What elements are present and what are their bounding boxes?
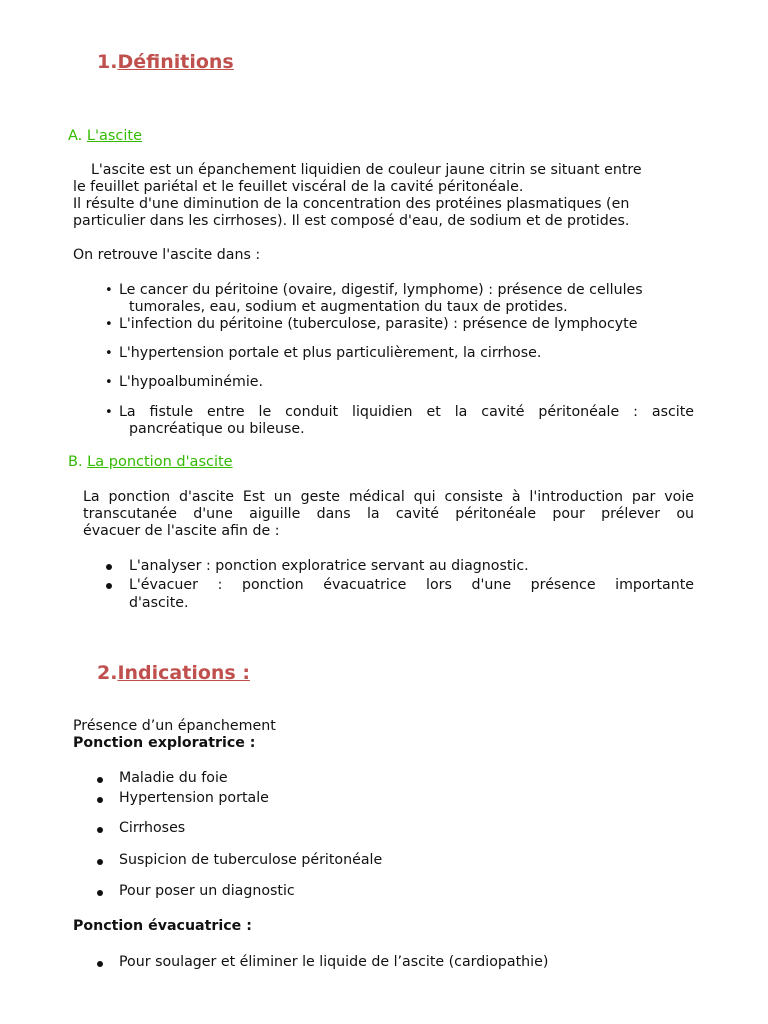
list-item: Pour poser un diagnostic [119,883,295,899]
bullet-icon: • [105,375,113,390]
section-1-heading [97,51,234,73]
list-item: Pour soulager et éliminer le liquide de l’ascite (cardiopathie) [119,954,549,970]
bullet-icon: • [105,346,113,361]
list-item: Hypertension portale [119,790,269,806]
list-item: Suspicion de tuberculose péritonéale [119,852,383,868]
paragraph-a-line-3: Il résulte d'une diminution de la concentration des protéines plasmatiques (en [73,196,630,212]
bullet-icon [97,961,103,967]
list-item: Maladie du foie [119,770,228,786]
bullet-icon [97,797,103,803]
bullet-icon: • [105,317,113,332]
bullet-icon [106,583,112,589]
list-item: L'infection du péritoine (tuberculose, parasite) : présence de lymphocyte [119,316,638,332]
bullet-icon [97,890,103,896]
list-item-continuation: d'ascite. [129,595,189,611]
ascite-intro: On retrouve l'ascite dans : [73,247,261,263]
section-2-title: Indications : [117,662,250,684]
paragraph-b-line-1: La ponction d'ascite Est un geste médical qui consiste à l'introduction par voie [83,489,694,505]
paragraph-b-line-3: évacuer de l'ascite afin de : [83,523,280,539]
paragraph-a-line-2: le feuillet pariétal et le feuillet viscéral de la cavité péritonéale. [73,179,524,195]
presence-text: Présence d’un épanchement [73,718,276,734]
list-item: La fistule entre le conduit liquidien et la cavité péritonéale : ascite [119,404,694,420]
bullet-icon [97,827,103,833]
list-item: Cirrhoses [119,820,186,836]
paragraph-b-line-2: transcutanée d'une aiguille dans la cavité péritonéale pour prélever ou [83,506,694,522]
subsection-a-heading [68,128,142,144]
list-item-continuation: pancréatique ou bileuse. [129,421,305,437]
subsection-a-letter: A. [68,128,83,144]
list-item: Le cancer du péritoine (ovaire, digestif, lymphome) : présence de cellules [119,282,643,298]
explo-title: Ponction exploratrice : [73,735,256,751]
section-2-number: 2. [97,662,118,684]
subsection-a-title: L'ascite [86,128,143,144]
paragraph-a-line-4: particulier dans les cirrhoses). Il est composé d'eau, de sodium et de protides. [73,213,630,229]
list-item: L'hypoalbuminémie. [119,374,263,390]
section-2-heading [97,662,250,684]
list-item: L'évacuer : ponction évacuatrice lors d'une présence importante [129,577,694,593]
bullet-icon: • [105,405,113,420]
list-item: L'hypertension portale et plus particulièrement, la cirrhose. [119,345,542,361]
section-1-number: 1. [97,51,118,73]
bullet-icon [97,859,103,865]
subsection-b-title: La ponction d'ascite [87,454,233,470]
subsection-b-letter: B. [68,454,83,470]
list-item: L'analyser : ponction exploratrice servant au diagnostic. [129,558,529,574]
subsection-b-heading [68,454,233,470]
paragraph-a-line-1: L'ascite est un épanchement liquidien de couleur jaune citrin se situant entre [91,162,642,178]
bullet-icon [106,564,112,570]
evac-title: Ponction évacuatrice : [73,918,252,934]
section-1-title: Définitions [117,51,234,73]
bullet-icon: • [105,283,113,298]
bullet-icon [97,777,103,783]
list-item-continuation: tumorales, eau, sodium et augmentation du taux de protides. [129,299,568,315]
